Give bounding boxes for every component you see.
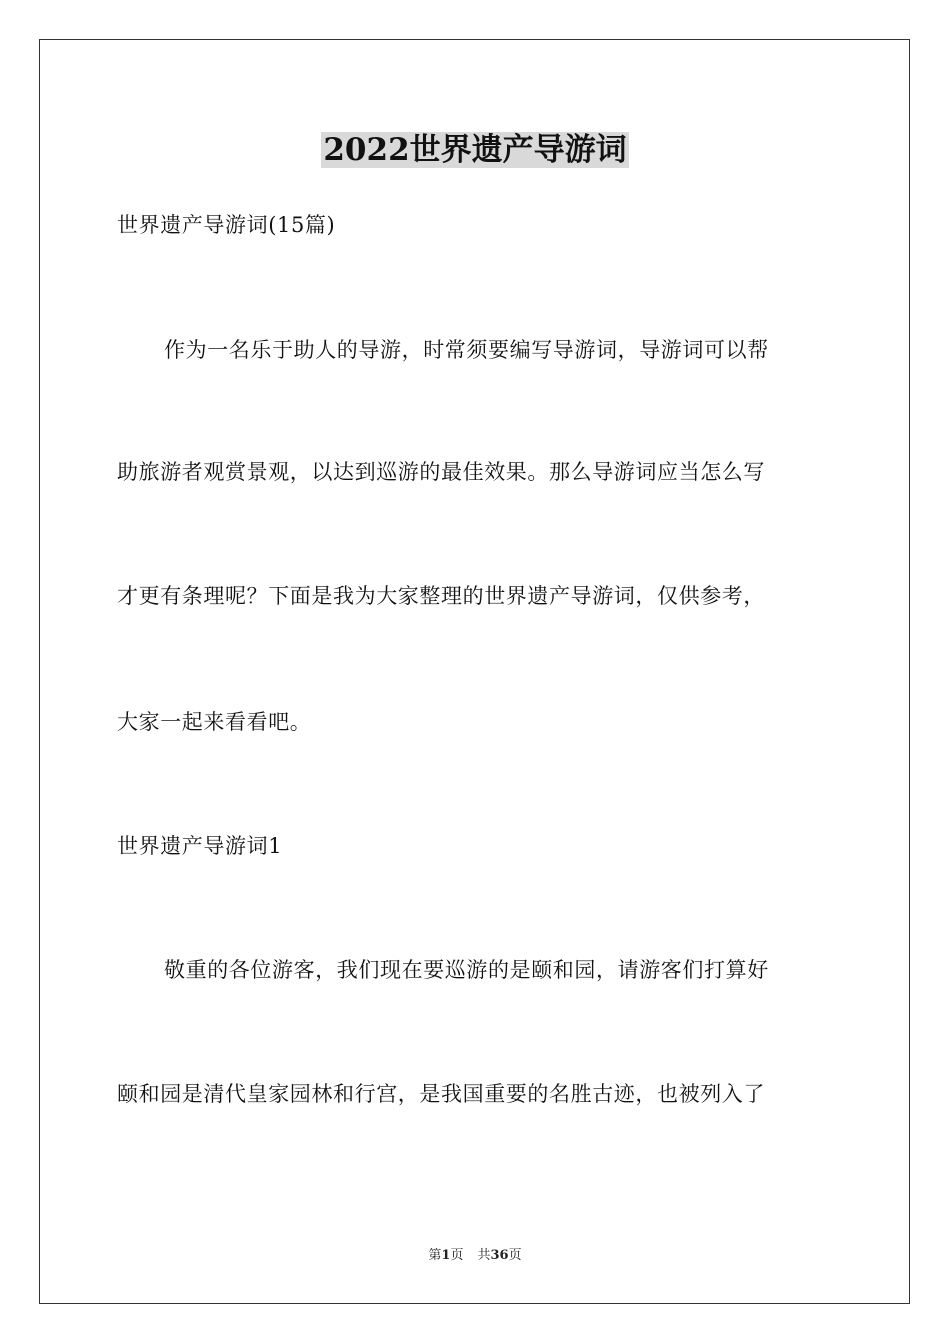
total-suffix: 页 xyxy=(508,1248,522,1263)
page-prefix: 第 xyxy=(428,1248,442,1263)
paragraph-line: 助旅游者观赏景观，以达到巡游的最佳效果。那么导游词应当怎么写 xyxy=(117,460,765,484)
page-suffix: 页 xyxy=(450,1248,464,1263)
paragraph-line: 大家一起来看看吧。 xyxy=(117,710,312,734)
paragraph-line: 才更有条理呢？下面是我为大家整理的世界遗产导游词，仅供参考， xyxy=(117,584,765,608)
section-heading: 世界遗产导游词1 xyxy=(117,834,283,858)
document-title-text: 2022世界遗产导游词 xyxy=(323,132,627,168)
page-number: 1 xyxy=(441,1248,451,1263)
paragraph-line: 作为一名乐于助人的导游，时常须要编写导游词，导游词可以帮 xyxy=(164,338,769,362)
paragraph-line: 敬重的各位游客，我们现在要巡游的是颐和园，请游客们打算好 xyxy=(164,958,769,982)
total-prefix: 共 xyxy=(477,1248,491,1263)
page-footer xyxy=(0,1247,950,1265)
total-pages: 36 xyxy=(490,1248,509,1263)
subtitle-line: 世界遗产导游词(15篇) xyxy=(117,213,336,237)
paragraph-line: 颐和园是清代皇家园林和行宫，是我国重要的名胜古迹，也被列入了 xyxy=(117,1082,765,1106)
document-title xyxy=(0,128,950,172)
